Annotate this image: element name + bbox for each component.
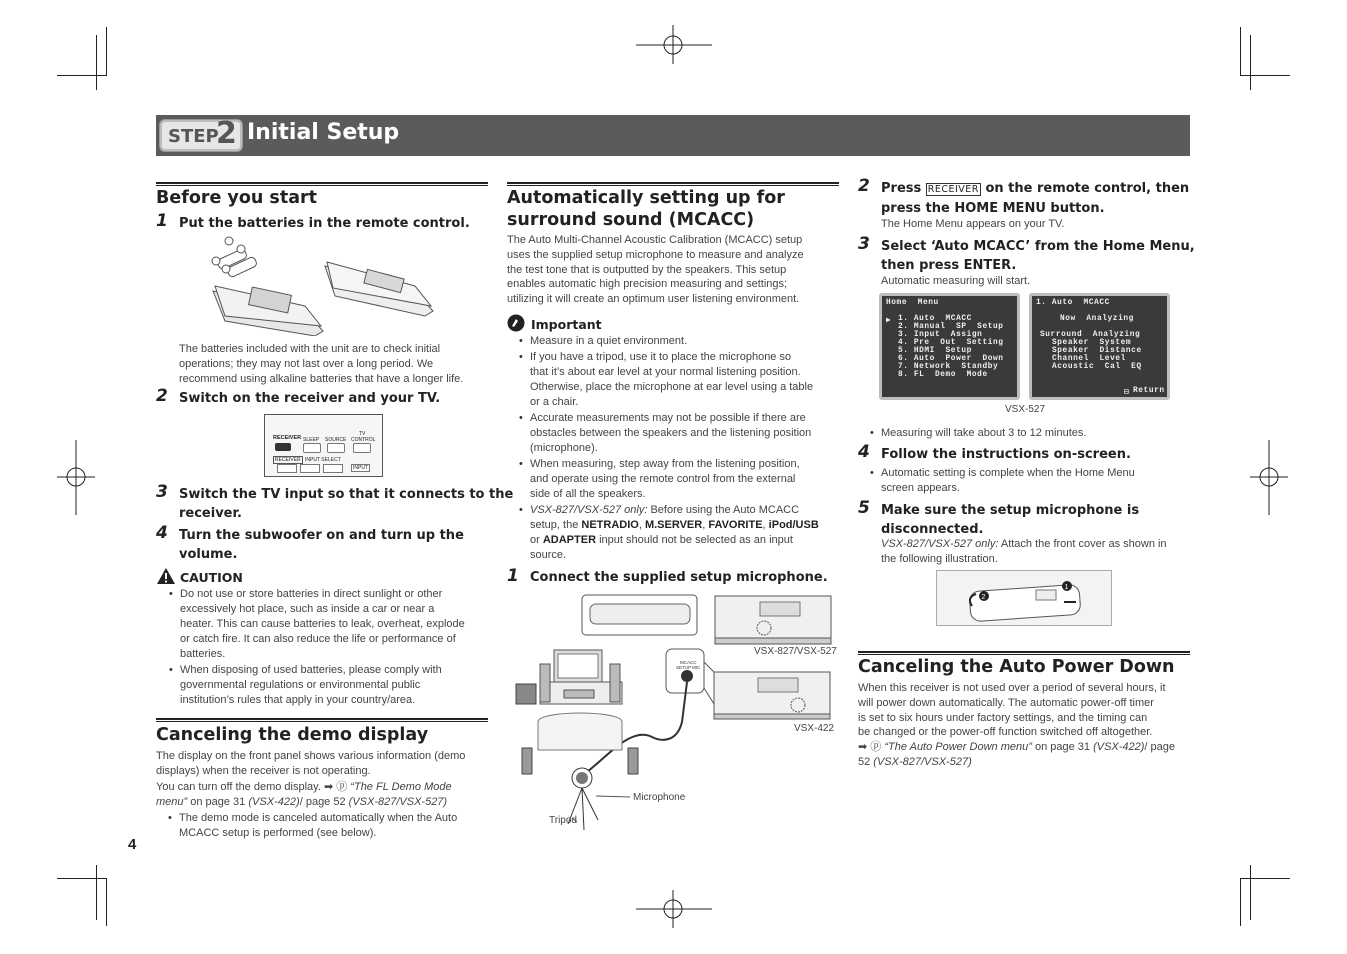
page-ref-icon: ⓟ [870,741,882,754]
battery-illustration [205,236,445,336]
important-icon [507,314,525,332]
label-vsx527: VSX-527 [1005,404,1046,415]
svg-text:2: 2 [981,594,986,601]
step-text: Select ‘Auto MCACC’ from the Home Menu, then press ENTER. [881,239,1195,273]
step-text: Switch the TV input so that it connects to the receiver. [179,487,514,521]
mcacc-intro: The Auto Multi-Channel Acoustic Calibration (MCACC) setup uses the supplied setup microphone to measure and analyze the test tone that is outputted by the speakers. This setup enables automatic high precision measuring and settings; utilizing it will create an optimum user listening environment. [507,234,804,306]
step-word: STEP [168,126,219,147]
section-rule [156,718,488,722]
section-rule [156,182,488,186]
label-microphone: Microphone [633,792,686,803]
complete-bullet: • Automatic setting is complete when the Home Menu screen appears. [881,466,1135,496]
demo-reference: You can turn off the demo display. ➡ ⓟ “The FL Demo Mode menu” on page 31 (VSX-422)/ page 52 (VSX-827/VSX-527) [156,781,452,808]
section-title-auto-power-down: Canceling the Auto Power Down [858,657,1175,677]
page-ref-icon: ⓟ [336,781,348,793]
step-text: Turn the subwoofer on and turn up the volume. [179,528,464,562]
apd-paragraph: When this receiver is not used over a period of several hours, it will power down automatically. The automatic power-off timer is set to six hours under factory settings, and the timing can be changed or the power-off function switched off altogether. ➡ ⓟ “The Auto Power Down menu” on page 31 (VSX-422)/ page 52 (VSX-827/VSX-527) [858,682,1176,768]
demo-bullet: • The demo mode is canceled automatically when the Auto MCACC setup is performed (see below). [179,811,457,841]
remote-source-label: SOURCE [325,437,347,443]
caution-bullet: • When disposing of used batteries, please comply with governmental regulations or environmental public institution’s rules that apply in your country/area. [180,663,442,708]
page-number: 4 [128,836,137,853]
battery-note: The batteries included with the unit are to check initial operations; they may not last over a long period. We recommend using alkaline batteries that have a longer life. [179,343,464,385]
caution-title: CAUTION [180,570,243,585]
remote-control-illustration [264,414,383,477]
step-note: VSX-827/VSX-527 only: Attach the front cover as shown in the following illustration. [881,538,1167,565]
step-number: 4 [156,523,168,543]
step-number: 2 [858,176,870,196]
remote-button [300,464,320,473]
remote-button [277,464,297,473]
step-note: Automatic measuring will start. [881,275,1031,287]
caution-icon [156,567,176,585]
remote-tv-label: TV [359,431,366,437]
step-number: 5 [858,498,870,518]
label-vsx827: VSX-827/VSX-527 [754,646,837,657]
svg-text:1: 1 [1064,584,1069,591]
step-number: 1 [507,566,519,586]
important-bullet: • VSX-827/VSX-527 only: Before using the Auto MCACC setup, the NETRADIO, M.SERVER, FAVORITE, iPod/USB or ADAPTER input should not be selected as an input source. [530,503,840,563]
important-title: Important [531,317,602,332]
step-text: Press RECEIVER on the remote control, then press the HOME MENU button. [881,181,1190,216]
step-banner [156,115,1190,156]
section-rule [858,651,1190,655]
remote-button [323,464,343,473]
step-number: 2 [216,116,237,151]
step-text: Switch on the receiver and your TV. [179,391,441,406]
important-bullet: • When measuring, step away from the listening position, and operate using the remote control from the external side of all the speakers. [530,457,800,502]
label-setup-mic: SETUP MIC [676,665,701,670]
receiver-key: RECEIVER [927,184,979,195]
important-bullet: • Measure in a quiet environment. [530,334,687,349]
section-title-mcacc: Automatically setting up for surround sound (MCACC) [507,188,785,230]
step-text: Make sure the setup microphone is disconnected. [881,503,1140,537]
remote-control-label: CONTROL [351,437,376,443]
auto-mcacc-screen: 1. Auto MCACC Now Analyzing Surround Analyzing Speaker System Speaker Distance Channel Level Acoustic Cal EQ ⊟ Return [1029,293,1170,400]
receiver-power-button [275,443,291,451]
source-button [327,443,345,453]
label-mcacc-jack: MCACC [680,660,697,665]
step-text: Connect the supplied setup microphone. [530,570,828,585]
step-number: 4 [858,442,870,462]
important-bullet: • If you have a tripod, use it to place the microphone so that it’s about ear level at your normal listening position. Otherwise, place the microphone at ear level using a table or a chair. [530,350,813,410]
step-number: 3 [858,234,870,254]
section-rule [507,182,839,186]
important-bullet: • Accurate measurements may not be possible if there are obstacles between the speakers and the listening position (microphone). [530,411,811,456]
front-cover-illustration [936,570,1112,626]
label-vsx422: VSX-422 [794,723,835,734]
return-icon: ⊟ [1124,389,1130,397]
step-number: 2 [156,386,168,406]
step-number: 3 [156,482,168,502]
section-title-demo: Canceling the demo display [156,725,429,745]
remote-input-label: INPUT [353,465,368,471]
remote-receiver-tab: RECEIVER [275,457,301,463]
step-number: 1 [156,211,168,231]
caution-bullet: • Do not use or store batteries in direct sunlight or other excessively hot place, such as inside a car or near a heater. This can cause batteries to leak, overheat, explode or catch fire. It can also reduce the life or performance of batteries. [180,587,465,662]
remote-receiver-label: RECEIVER [273,435,302,441]
step-note: The Home Menu appears on your TV. [881,218,1065,230]
remote-sleep-label: SLEEP [303,437,320,443]
page-title: Initial Setup [247,120,400,145]
sleep-button [303,443,321,453]
step-text: Follow the instructions on-screen. [881,447,1131,462]
label-tripod: Tripod [549,815,577,826]
remote-input-select-label: INPUT SELECT [305,457,341,463]
measure-bullet: • Measuring will take about 3 to 12 minutes. [881,426,1086,441]
demo-paragraph: The display on the front panel shows various information (demo displays) when the receiver is not operating. [156,750,466,777]
section-title-before-you-start: Before you start [156,188,318,208]
tv-power-button [353,443,371,453]
home-menu-screen: Home Menu ▶ 1. Auto MCACC 2. Manual SP Setup 3. Input Assign 4. Pre Out Setting 5. HDMI Setup 6. Auto Power Down 7. Network Standby 8. FL Demo Mode [879,293,1020,400]
step-text: Put the batteries in the remote control. [179,216,470,231]
step-badge [159,116,243,152]
